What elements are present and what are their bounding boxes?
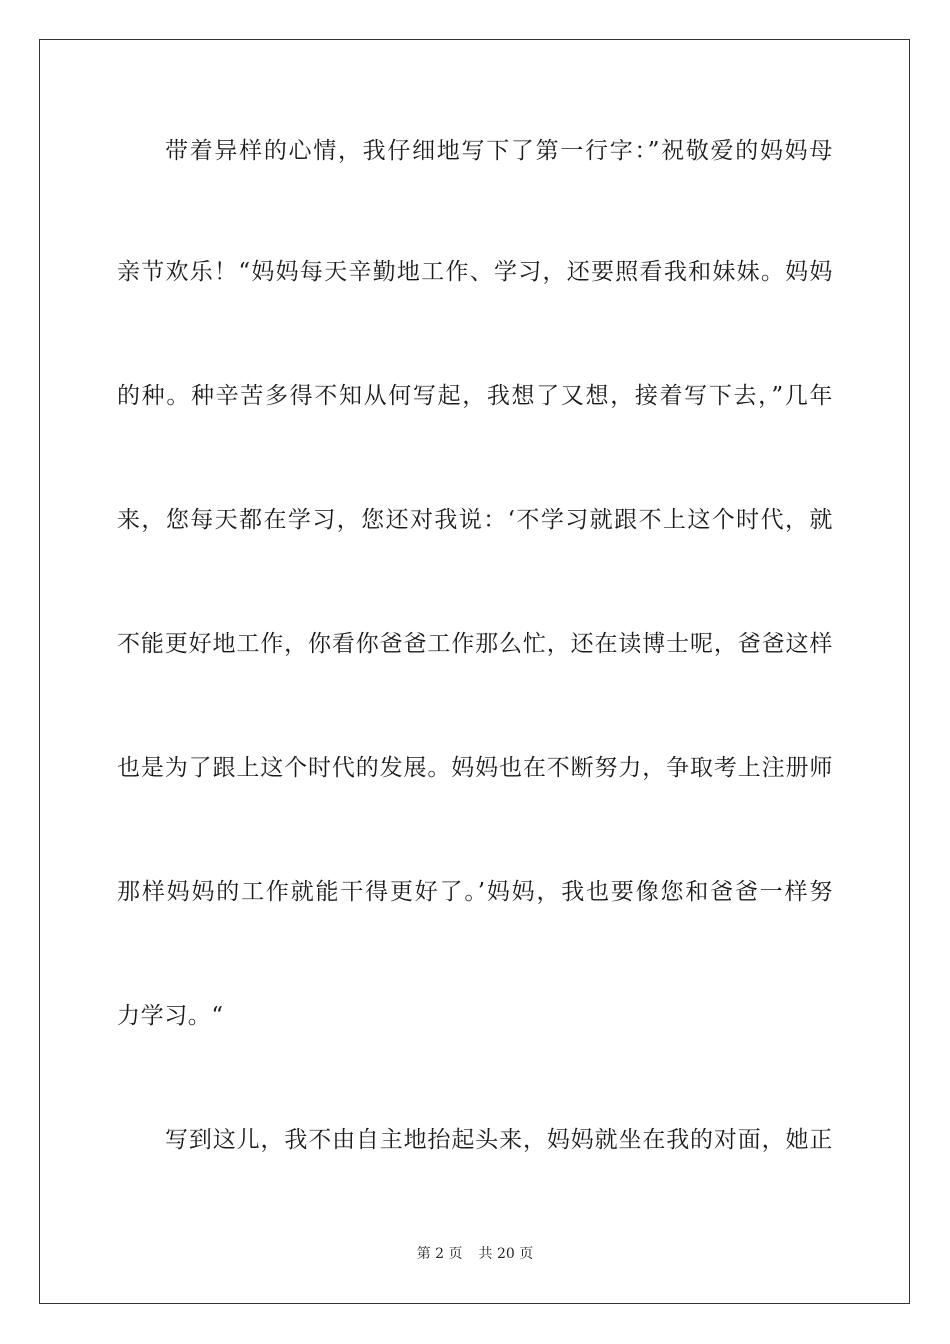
paragraph-1-line-4: 来，您每天都在学习，您还对我说：‘不学习就跟不上这个时代，就 xyxy=(117,507,833,533)
page-footer xyxy=(0,1244,950,1264)
page-border xyxy=(39,39,910,1304)
paragraph-1-line-6: 也是为了跟上这个时代的发展。妈妈也在不断努力，争取考上注册师 xyxy=(117,755,833,781)
paragraph-1-line-7: 那样妈妈的工作就能干得更好了。’妈妈，我也要像您和爸爸一样努 xyxy=(117,879,833,905)
paragraph-1-line-8: 力学习。“ xyxy=(117,1003,224,1029)
page-number: 第 2 页 xyxy=(416,1246,463,1262)
paragraph-1-line-5: 不能更好地工作，你看你爸爸工作那么忙，还在读博士呢，爸爸这样 xyxy=(117,631,833,657)
paragraph-2-line-1: 写到这儿，我不由自主地抬起头来，妈妈就坐在我的对面，她正 xyxy=(165,1127,833,1153)
page-total: 共 20 页 xyxy=(478,1246,534,1262)
paragraph-1-line-1: 带着异样的心情，我仔细地写下了第一行字：”祝敬爱的妈妈母 xyxy=(165,138,833,164)
paragraph-1-line-3: 的种。种辛苦多得不知从何写起，我想了又想，接着写下去，”几年 xyxy=(117,383,833,409)
paragraph-1-line-2: 亲节欢乐！“妈妈每天辛勤地工作、学习，还要照看我和妹妹。妈妈 xyxy=(117,259,833,285)
